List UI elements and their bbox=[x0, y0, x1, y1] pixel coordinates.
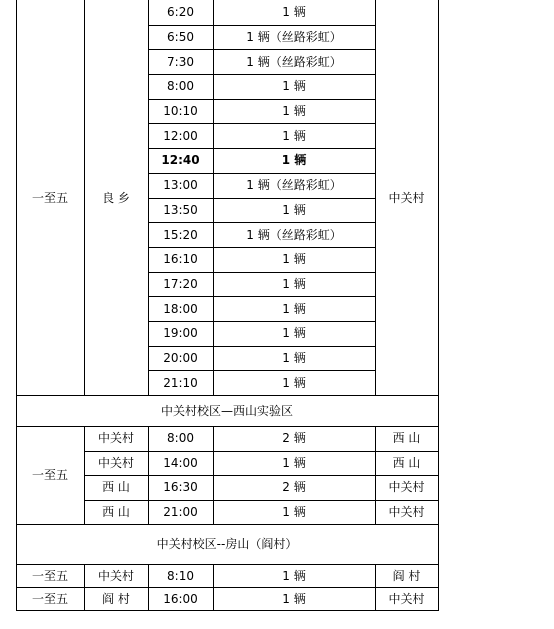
column-divider bbox=[213, 0, 214, 395]
table-right-border bbox=[438, 395, 439, 426]
vehicle-count: 1 辆（丝路彩虹） bbox=[246, 227, 342, 242]
vehicle-count: 1 辆 bbox=[282, 591, 306, 606]
destination-stop: 西 山 bbox=[392, 431, 421, 446]
service-days: 一至五 bbox=[31, 190, 68, 205]
vehicle-count: 1 辆（丝路彩虹） bbox=[246, 178, 342, 193]
vehicle-count: 1 辆（丝路彩虹） bbox=[246, 54, 342, 69]
route-header: 中关村校区—西山实验区 bbox=[160, 403, 293, 418]
vehicle-count: 1 辆 bbox=[282, 301, 306, 316]
vehicle-count: 1 辆 bbox=[282, 202, 306, 217]
service-days: 一至五 bbox=[31, 468, 68, 482]
vehicle-count: 1 辆 bbox=[282, 350, 306, 365]
departure-time: 14:00 bbox=[163, 455, 198, 470]
departure-time: 12:40 bbox=[161, 153, 200, 168]
column-divider bbox=[213, 564, 214, 610]
service-days: 一至五 bbox=[31, 591, 68, 606]
table-right-border bbox=[438, 0, 439, 395]
destination-stop: 中关村 bbox=[388, 591, 425, 606]
vehicle-count: 1 辆 bbox=[282, 5, 306, 20]
vehicle-count: 1 辆（丝路彩虹） bbox=[246, 30, 342, 45]
column-divider bbox=[148, 564, 149, 610]
vehicle-count: 1 辆 bbox=[282, 128, 306, 143]
column-divider bbox=[16, 426, 17, 524]
service-days: 一至五 bbox=[31, 568, 68, 583]
departure-time: 20:00 bbox=[163, 350, 198, 365]
destination-stop: 西 山 bbox=[392, 455, 421, 470]
destination-stop: 阎 村 bbox=[392, 568, 421, 583]
vehicle-count: 1 辆 bbox=[282, 252, 306, 267]
origin-stop: 中关村 bbox=[97, 431, 134, 446]
departure-time: 12:00 bbox=[163, 128, 198, 143]
destination-stop: 中关村 bbox=[388, 504, 425, 519]
column-divider bbox=[375, 426, 376, 524]
departure-time: 8:00 bbox=[167, 79, 194, 94]
column-divider bbox=[84, 564, 85, 610]
column-divider bbox=[84, 426, 85, 524]
vehicle-count: 1 辆 bbox=[282, 79, 306, 94]
column-divider bbox=[16, 564, 17, 610]
destination-stop: 中关村 bbox=[388, 190, 425, 205]
vehicle-count: 1 辆 bbox=[282, 326, 306, 341]
vehicle-count: 1 辆 bbox=[282, 276, 306, 291]
column-divider bbox=[84, 0, 85, 395]
vehicle-count: 1 辆 bbox=[282, 568, 306, 583]
table-bottom-border bbox=[16, 610, 439, 611]
departure-time: 18:00 bbox=[163, 301, 198, 316]
vehicle-count: 2 辆 bbox=[282, 431, 306, 446]
vehicle-count: 1 辆 bbox=[282, 375, 306, 390]
column-divider bbox=[438, 426, 439, 524]
route-header: 中关村校区--房山（阎村） bbox=[156, 537, 298, 551]
departure-time: 17:20 bbox=[163, 276, 198, 291]
departure-time: 6:20 bbox=[167, 5, 194, 20]
departure-time: 15:20 bbox=[163, 227, 198, 242]
column-divider bbox=[375, 564, 376, 610]
vehicle-count: 1 辆 bbox=[282, 504, 306, 519]
vehicle-count: 1 辆 bbox=[282, 455, 306, 470]
departure-time: 21:00 bbox=[163, 504, 198, 519]
vehicle-count: 2 辆 bbox=[282, 480, 306, 495]
departure-time: 7:30 bbox=[167, 54, 194, 69]
column-divider bbox=[375, 0, 376, 395]
departure-time: 6:50 bbox=[167, 30, 194, 45]
departure-time: 16:00 bbox=[163, 591, 198, 606]
vehicle-count: 1 辆 bbox=[282, 104, 306, 119]
departure-time: 8:00 bbox=[167, 431, 194, 446]
departure-time: 13:00 bbox=[163, 178, 198, 193]
column-divider bbox=[148, 426, 149, 524]
departure-time: 13:50 bbox=[163, 202, 198, 217]
departure-time: 10:10 bbox=[163, 104, 198, 119]
departure-time: 16:10 bbox=[163, 252, 198, 267]
origin-stop: 中关村 bbox=[97, 568, 134, 583]
column-divider bbox=[148, 0, 149, 395]
origin-stop: 良 乡 bbox=[102, 190, 130, 205]
table-right-border bbox=[438, 524, 439, 564]
origin-stop: 西 山 bbox=[102, 504, 130, 519]
departure-time: 19:00 bbox=[163, 326, 198, 341]
origin-stop: 中关村 bbox=[97, 455, 134, 470]
departure-time: 16:30 bbox=[163, 480, 198, 495]
origin-stop: 阎 村 bbox=[102, 591, 130, 606]
vehicle-count: 1 辆 bbox=[281, 153, 307, 168]
departure-time: 21:10 bbox=[163, 375, 198, 390]
origin-stop: 西 山 bbox=[102, 480, 130, 495]
column-divider bbox=[438, 564, 439, 610]
destination-stop: 中关村 bbox=[388, 480, 425, 495]
table-left-border bbox=[16, 0, 17, 395]
departure-time: 8:10 bbox=[167, 568, 194, 583]
column-divider bbox=[213, 426, 214, 524]
